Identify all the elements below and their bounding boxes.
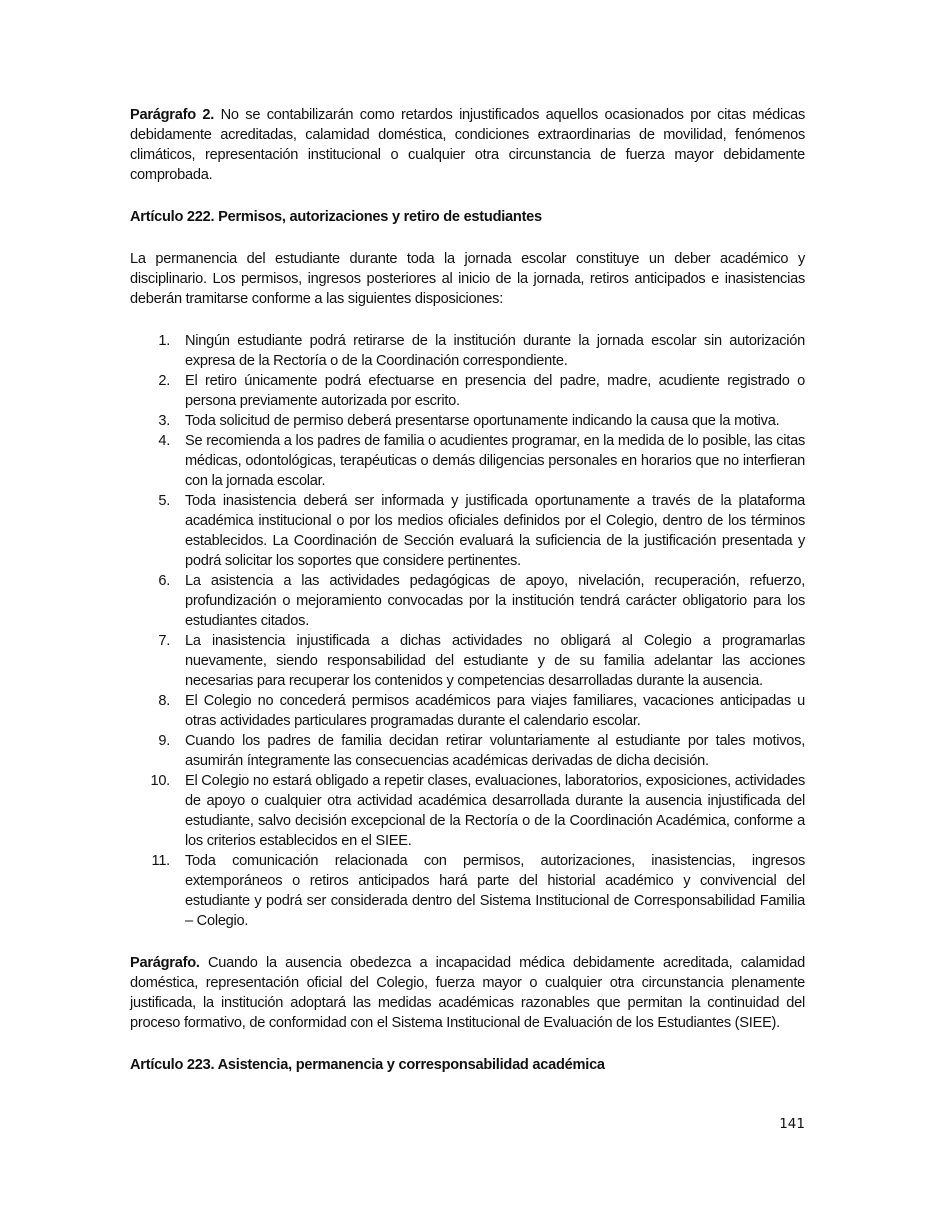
list-item-number: 9.	[158, 733, 170, 749]
spacer	[130, 185, 805, 207]
spacer	[130, 1033, 805, 1055]
list-item-text: El Colegio no estará obligado a repetir clases, evaluaciones, laboratorios, exposiciones, actividades de apoyo o cualquier otra actividad académica desarrollada durante la ausencia injustificada del estudiante, salvo decisión excepcional de la Rectoría o de la Coordinación Académica, conforme a los criterios establecidos en el SIEE.	[185, 773, 805, 849]
list-item	[130, 771, 805, 851]
paragrafo-2-text: No se contabilizarán como retardos injustificados aquellos ocasionados por citas médicas debidamente acreditadas, calamidad doméstica, condiciones extraordinarias de movilidad, fenómenos climáticos, representación institucional o cualquier otra circunstancia de fuerza mayor debidamente comprobada.	[130, 107, 805, 183]
list-item	[130, 411, 805, 431]
article-223-heading: Artículo 223. Asistencia, permanencia y corresponsabilidad académica	[130, 1057, 605, 1073]
article-222-heading: Artículo 222. Permisos, autorizaciones y retiro de estudiantes	[130, 209, 542, 225]
list-item-number: 8.	[158, 693, 170, 709]
list-item	[130, 431, 805, 491]
list-item	[130, 571, 805, 631]
spacer	[130, 309, 805, 331]
list-item	[130, 331, 805, 371]
list-item-number: 10.	[150, 773, 170, 789]
list-item	[130, 691, 805, 731]
list-item	[130, 491, 805, 571]
list-item	[130, 851, 805, 931]
list-item-text: Toda solicitud de permiso deberá presentarse oportunamente indicando la causa que la motiva.	[185, 413, 780, 429]
list-item-number: 6.	[158, 573, 170, 589]
list-item-text: Cuando los padres de familia decidan retirar voluntariamente al estudiante por tales motivos, asumirán íntegramente las consecuencias académicas derivadas de dicha decisión.	[185, 733, 805, 769]
paragrafo-label: Parágrafo.	[130, 955, 200, 971]
list-item-text: El retiro únicamente podrá efectuarse en presencia del padre, madre, acudiente registrado o persona previamente autorizada por escrito.	[185, 373, 805, 409]
paragrafo	[130, 953, 805, 1033]
paragrafo-2-label: Parágrafo 2.	[130, 107, 215, 123]
list-item-text: La inasistencia injustificada a dichas actividades no obligará al Colegio a programarlas nuevamente, siendo responsabilidad del estudiante y de su familia adelantar las acciones necesarias para recuperar los contenidos y competencias desarrolladas durante la ausencia.	[185, 633, 805, 689]
article-222-intro: La permanencia del estudiante durante toda la jornada escolar constituye un deber académico y disciplinario. Los permisos, ingresos posteriores al inicio de la jornada, retiros anticipados e inasistencias deberán tramitarse conforme a las siguientes disposiciones:	[130, 251, 805, 307]
list-item-text: El Colegio no concederá permisos académicos para viajes familiares, vacaciones anticipadas u otras actividades particulares programadas durante el calendario escolar.	[185, 693, 805, 729]
paragrafo-text: Cuando la ausencia obedezca a incapacidad médica debidamente acreditada, calamidad doméstica, representación oficial del Colegio, fuerza mayor o cualquier otra circunstancia plenamente justificada, la institución adoptará las medidas académicas razonables que permitan la continuidad del proceso formativo, de conformidad con el Sistema Institucional de Evaluación de los Estudiantes (SIEE).	[130, 955, 805, 1031]
list-item-number: 1.	[158, 333, 170, 349]
list-item-number: 4.	[158, 433, 170, 449]
list-item	[130, 731, 805, 771]
page-number: 141	[779, 1116, 805, 1132]
list-item-text: Ningún estudiante podrá retirarse de la institución durante la jornada escolar sin autorización expresa de la Rectoría o de la Coordinación correspondiente.	[185, 333, 805, 369]
list-item-number: 5.	[158, 493, 170, 509]
paragrafo-2	[130, 105, 805, 185]
list-item	[130, 371, 805, 411]
list-item-number: 3.	[158, 413, 170, 429]
list-item-number: 2.	[158, 373, 170, 389]
list-item-text: Se recomienda a los padres de familia o acudientes programar, en la medida de lo posible, las citas médicas, odontológicas, terapéuticas o demás diligencias personales en horarios que no interfieran con la jornada escolar.	[185, 433, 805, 489]
spacer	[130, 931, 805, 953]
list-item-text: Toda inasistencia deberá ser informada y justificada oportunamente a través de la plataforma académica institucional o por los medios oficiales definidos por el Colegio, dentro de los términos establecidos. La Coordinación de Sección evaluará la suficiencia de la justificación presentada y podrá solicitar los soportes que considere pertinentes.	[185, 493, 805, 569]
spacer	[130, 227, 805, 249]
article-222-list	[130, 331, 805, 931]
list-item-text: La asistencia a las actividades pedagógicas de apoyo, nivelación, recuperación, refuerzo, profundización o mejoramiento convocadas por la institución tendrá carácter obligatorio para los estudiantes citados.	[185, 573, 805, 629]
document-page	[130, 105, 805, 1075]
list-item-number: 7.	[158, 633, 170, 649]
list-item	[130, 631, 805, 691]
list-item-text: Toda comunicación relacionada con permisos, autorizaciones, inasistencias, ingresos extemporáneos o retiros anticipados hará parte del historial académico y convivencial del estudiante y podrá ser considerada dentro del Sistema Institucional de Corresponsabilidad Familia – Colegio.	[185, 853, 805, 929]
list-item-number: 11.	[151, 853, 170, 869]
